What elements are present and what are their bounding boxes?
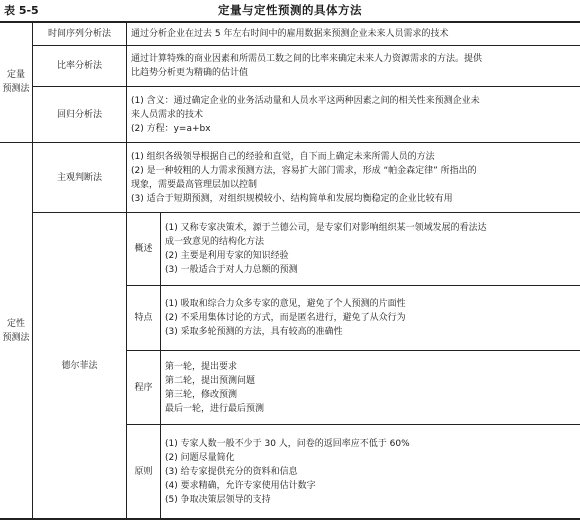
category-quantitative-line2: 预测法 (2, 84, 30, 94)
method-regression: 回归分析法 (56, 109, 102, 120)
method-ratio: 比率分析法 (56, 61, 102, 71)
delphi-procedure-label: 程序 (134, 382, 153, 393)
delphi-principles-label: 原则 (134, 466, 153, 477)
method-time-series: 时间序列分析法 (47, 28, 111, 39)
method-delphi: 德尔菲法 (61, 360, 98, 371)
principles-line1: (1) 专家人数一般不少于 30 人，问卷的返回率应不低于 60% (165, 438, 410, 449)
judgment-line3: 现象，需要最高管理层加以控制 (131, 179, 258, 190)
time-series-description (131, 22, 578, 45)
category-qualitative (0, 143, 32, 518)
principles-line4: (4) 要求精确，允许专家使用估计数字 (165, 480, 316, 491)
regression-description (131, 87, 578, 142)
time-series-text: 通过分析企业在过去 5 年左右时间中的雇用数据来预测企业未来人员需求的技术 (131, 28, 449, 39)
overview-line4: (3) 一般适合于对人力总额的预测 (165, 265, 298, 275)
features-line1: (1) 吸取和综合力众多专家的意见，避免了个人预测的片面性 (165, 299, 406, 309)
procedure-line3: 第三轮，修改预测 (165, 389, 238, 400)
delphi-overview-text (165, 213, 578, 285)
category-quantitative-line1: 定量 (6, 70, 25, 80)
judgment-line2: (2) 是一种较粗的人力需求预测方法，容易扩大部门需求，形成 “帕金森定律” 所指出的 (131, 165, 477, 176)
ratio-line1: 通过计算特殊的商业因素和所需员工数之间的比率来确定未来人力资源需求的方法。提供 (131, 54, 483, 64)
judgment-description (131, 143, 578, 212)
table-title: 定量与定性预测的具体方法 (218, 3, 362, 17)
bottom-border (0, 518, 580, 520)
delphi-procedure-text (165, 351, 578, 424)
category-qualitative-line2: 预测法 (2, 332, 30, 343)
principles-line5: (5) 争取决策层领导的支持 (165, 494, 271, 505)
regression-line1: (1) 含义：通过确定企业的业务活动量和人员水平这两种因素之间的相关性来预测企业未 (131, 95, 480, 106)
regression-line2: 来人员需求的技术 (131, 109, 204, 120)
procedure-line1: 第一轮，提出要求 (165, 361, 238, 372)
ratio-description (131, 46, 578, 86)
principles-line2: (2) 问题尽量简化 (165, 452, 235, 463)
procedure-line2: 第二轮，提出预测问题 (165, 375, 256, 386)
judgment-line4: (3) 适合于短期预测，对组织规模较小、结构简单和发展均衡稳定的企业比较有用 (131, 193, 453, 204)
regression-line3: (2) 方程：y=a+bx (131, 123, 211, 134)
delphi-features-label: 特点 (134, 313, 153, 323)
delphi-principles-text (165, 425, 578, 518)
judgment-line1: (1) 组织各级领导根据自己的经验和直觉，自下而上确定未来所需人员的方法 (131, 151, 435, 162)
features-line3: (3) 采取多轮预测的方法，具有较高的准确性 (165, 327, 343, 337)
delphi-aspect-divider (160, 212, 161, 518)
category-quantitative (0, 22, 32, 142)
ratio-line2: 比趋势分析更为精确的估计值 (131, 68, 249, 78)
features-line2: (2) 不采用集体讨论的方式，而是匿名进行，避免了从众行为 (165, 313, 406, 323)
principles-line3: (3) 给专家提供充分的资料和信息 (165, 466, 298, 477)
overview-line1: (1) 又称专家决策术，源于兰德公司，是专家们对影响组织某一领域发展的看法达 (165, 223, 487, 233)
table-number: 表 5-5 (4, 4, 39, 17)
method-subjective-judgment: 主观判断法 (56, 172, 102, 183)
category-qualitative-line1: 定性 (6, 318, 25, 329)
delphi-features-text (165, 286, 578, 350)
overview-line3: (2) 主要是利用专家的知识经验 (165, 251, 289, 261)
procedure-line4: 最后一轮，进行最后预测 (165, 403, 265, 414)
delphi-overview-label: 概述 (134, 244, 153, 254)
overview-line2: 成一致意见的结构化方法 (165, 237, 265, 247)
